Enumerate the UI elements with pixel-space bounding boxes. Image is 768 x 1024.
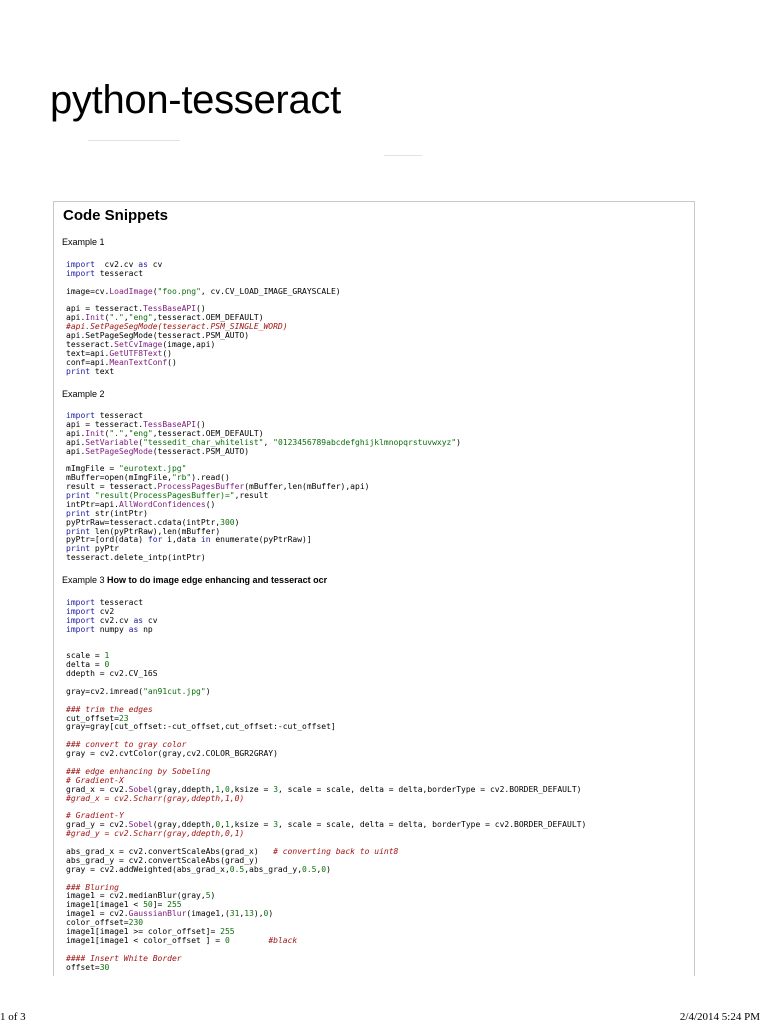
example-3-prefix: Example 3 bbox=[62, 575, 105, 585]
code-line bbox=[66, 803, 586, 812]
footer-date: 2/4/2014 5:24 PM bbox=[679, 1011, 760, 1023]
code-line: ### trim the edges bbox=[66, 704, 153, 714]
code-line: print pyPtr bbox=[66, 544, 119, 554]
code-line: api.Init(".","eng",tesseract.OEM_DEFAULT) bbox=[66, 428, 264, 438]
code-line: intPtr=api.AllWordConfidences() bbox=[66, 499, 216, 509]
code-line: image1[image1 < 50]= 255 bbox=[66, 900, 182, 910]
code-line: ddepth = cv2.CV_16S bbox=[66, 669, 158, 679]
code-line: abs_grad_x = cv2.convertScaleAbs(grad_x) # converting back to uint8 bbox=[66, 846, 399, 856]
code-line: tesseract.SetCvImage(image,api) bbox=[66, 340, 216, 350]
code-line bbox=[66, 643, 586, 652]
code-line: api = tesseract.TessBaseAPI() bbox=[66, 304, 206, 314]
code-line: result = tesseract.ProcessPagesBuffer(mBuffer,len(mBuffer),api) bbox=[66, 482, 370, 492]
code-line: delta = 0 bbox=[66, 660, 110, 670]
code-line: #api.SetPageSegMode(tesseract.PSM_SINGLE_WORD) bbox=[66, 322, 288, 332]
code-line: api.SetPageSegMode(tesseract.PSM_AUTO) bbox=[66, 331, 250, 341]
example-3-label bbox=[62, 575, 327, 585]
code-line: color_offset=230 bbox=[66, 918, 144, 928]
code-line: abs_grad_y = cv2.convertScaleAbs(grad_y) bbox=[66, 855, 259, 865]
code-line bbox=[66, 635, 586, 644]
code-line: image=cv.LoadImage("foo.png", cv.CV_LOAD_IMAGE_GRAYSCALE) bbox=[66, 286, 341, 296]
code-line: text=api.GetUTF8Text() bbox=[66, 348, 172, 358]
code-line: api.Init(".","eng",tesseract.OEM_DEFAULT) bbox=[66, 313, 264, 323]
code-line: #grad_y = cv2.Scharr(gray,ddepth,0,1) bbox=[66, 829, 245, 839]
code-line: offset=30 bbox=[66, 962, 110, 972]
code-line: #grad_x = cv2.Scharr(gray,ddepth,1,0) bbox=[66, 793, 245, 803]
divider bbox=[88, 140, 180, 141]
code-line: import numpy as np bbox=[66, 624, 153, 634]
code-line: ### edge enhancing by Sobeling bbox=[66, 766, 211, 776]
section-heading: Code Snippets bbox=[63, 207, 169, 224]
code-line: # Gradient-Y bbox=[66, 811, 124, 821]
code-line: print "result(ProcessPagesBuffer)=",result bbox=[66, 491, 269, 501]
code-line: print str(intPtr) bbox=[66, 508, 148, 518]
code-line: mBuffer=open(mImgFile,"rb").read() bbox=[66, 473, 230, 483]
code-line: scale = 1 bbox=[66, 651, 110, 661]
code-line: image1[image1 >= color_offset]= 255 bbox=[66, 926, 235, 936]
code-block-example-2 bbox=[66, 412, 461, 563]
code-line: api.SetPageSegMode(tesseract.PSM_AUTO) bbox=[66, 446, 250, 456]
code-line: pyPtr=[ord(data) for i,data in enumerate(pyPtrRaw)] bbox=[66, 535, 312, 545]
example-3-title: How to do image edge enhancing and tesseract ocr bbox=[107, 575, 328, 585]
code-block-example-3 bbox=[66, 599, 586, 972]
code-line: grad_x = cv2.Sobel(gray,ddepth,1,0,ksize = 3, scale = scale, delta = delta,borderType = cv2.BORDER_DEFAULT) bbox=[66, 784, 582, 794]
code-line: api = tesseract.TessBaseAPI() bbox=[66, 419, 206, 429]
example-1-label: Example 1 bbox=[62, 237, 105, 247]
code-block-example-1 bbox=[66, 261, 341, 377]
code-line: gray=cv2.imread("an91cut.jpg") bbox=[66, 686, 211, 696]
example-2-label: Example 2 bbox=[62, 389, 105, 399]
code-line: gray = cv2.cvtColor(gray,cv2.COLOR_BGR2GRAY) bbox=[66, 749, 278, 759]
code-line: mImgFile = "eurotext.jpg" bbox=[66, 464, 187, 474]
code-line: import tesseract bbox=[66, 268, 144, 278]
code-line: import cv2.cv as cv bbox=[66, 260, 163, 269]
code-line: print text bbox=[66, 366, 115, 376]
code-line: gray = cv2.addWeighted(abs_grad_x,0.5,abs_grad_y,0.5,0) bbox=[66, 864, 331, 874]
code-line: image1[image1 < color_offset ] = 0 #black bbox=[66, 935, 298, 945]
code-line: grad_y = cv2.Sobel(gray,ddepth,0,1,ksize = 3, scale = scale, delta = delta, borderType = cv2.BORDER_DEFAULT) bbox=[66, 820, 587, 830]
code-line: image1 = cv2.GaussianBlur(image1,(31,13),0) bbox=[66, 909, 274, 919]
code-line: print len(pyPtrRaw),len(mBuffer) bbox=[66, 526, 221, 536]
code-line: #### Insert White Border bbox=[66, 953, 182, 963]
code-line: conf=api.MeanTextConf() bbox=[66, 357, 177, 367]
code-line: import cv2 bbox=[66, 606, 115, 616]
code-line: api.SetVariable("tessedit_char_whitelist", "0123456789abcdefghijklmnopqrstuvwxyz") bbox=[66, 437, 461, 447]
code-line: pyPtrRaw=tesseract.cdata(intPtr,300) bbox=[66, 517, 240, 527]
code-line: cut_offset=23 bbox=[66, 713, 129, 723]
divider bbox=[384, 155, 422, 156]
code-line: ### Bluring bbox=[66, 882, 119, 892]
code-line: import tesseract bbox=[66, 411, 144, 420]
code-line: import cv2.cv as cv bbox=[66, 615, 158, 625]
code-line bbox=[66, 875, 586, 884]
page-title: python-tesseract bbox=[50, 78, 341, 122]
code-line: ### convert to gray color bbox=[66, 740, 187, 750]
code-line: image1 = cv2.medianBlur(gray,5) bbox=[66, 891, 216, 901]
code-line: gray=gray[cut_offset:-cut_offset,cut_offset:-cut_offset] bbox=[66, 722, 336, 732]
code-line: import tesseract bbox=[66, 598, 144, 607]
code-line: tesseract.delete_intp(intPtr) bbox=[66, 553, 206, 563]
code-line: # Gradient-X bbox=[66, 775, 124, 785]
footer-page-number: 1 of 3 bbox=[0, 1011, 26, 1023]
code-snippets-panel bbox=[53, 201, 695, 976]
